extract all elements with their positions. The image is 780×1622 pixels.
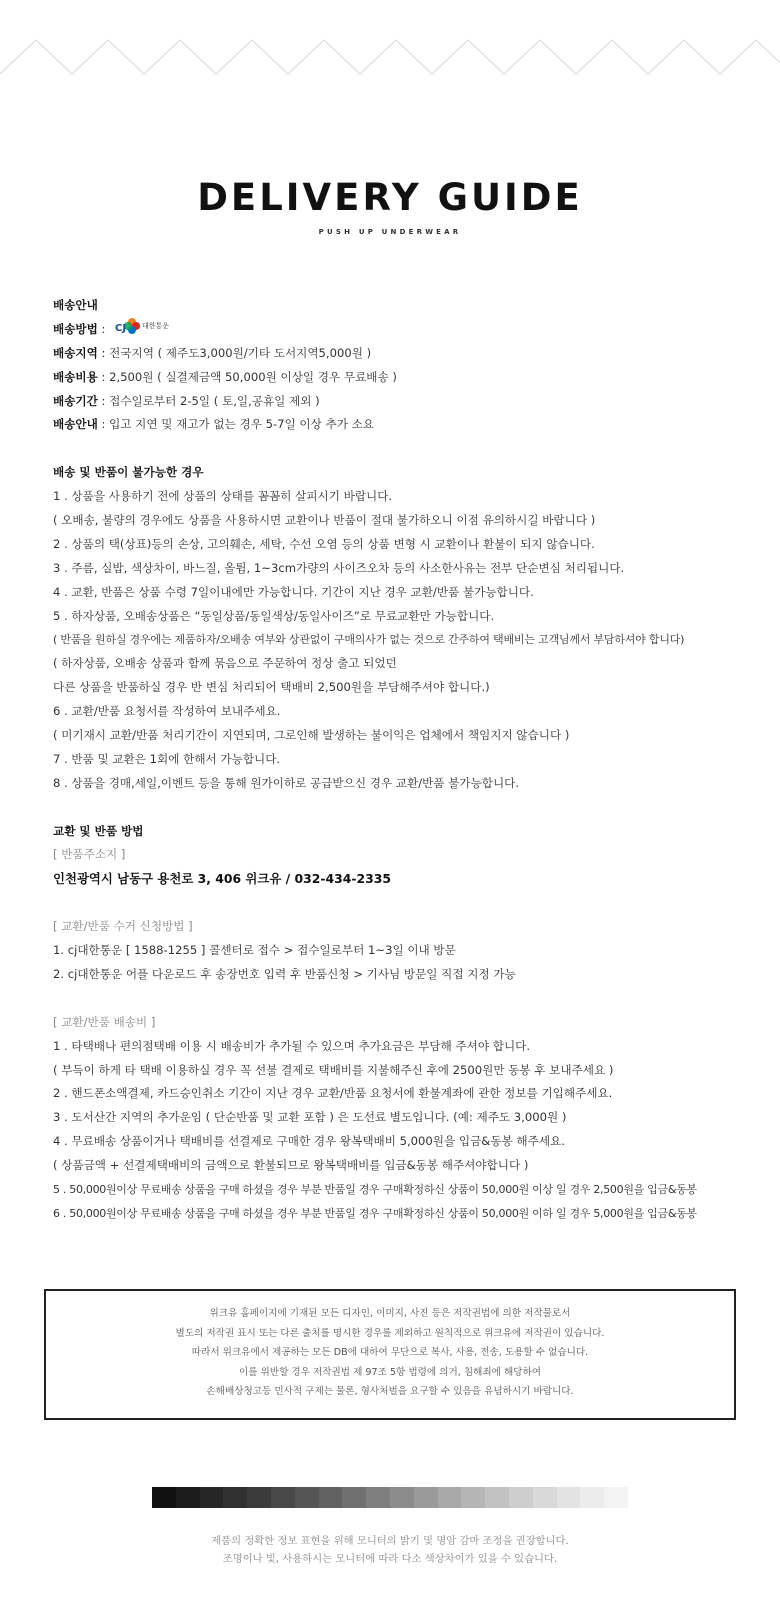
return-address: 인천광역시 남동구 용천로 3, 406 위크유 / 032-434-2335 bbox=[53, 871, 391, 887]
copyright-line: 따라서 위크유에서 제공하는 모든 DB에 대하여 무단으로 복사, 사용, 전송, 도용할 수 없습니다. bbox=[191, 1347, 589, 1358]
impossible-heading: 배송 및 반품이 불가능한 경우 bbox=[53, 465, 204, 480]
impossible-line: 8 . 상품을 경매,세일,이벤트 등을 통해 원가이하로 공급받으신 경우 교환/반품 불가능합니다. bbox=[53, 775, 520, 790]
delivery-notice bbox=[53, 413, 773, 437]
monitor-gamma-gradient bbox=[152, 1487, 628, 1508]
disclaimer-line: 제품의 정확한 정보 표현을 위해 모니터의 밝기 및 명암 감마 조정을 권장합니다. bbox=[211, 1535, 569, 1547]
impossible-line: 2 . 상품의 택(상표)등의 손상, 고의훼손, 세탁, 수선 오염 등의 상품 변형 시 교환이나 환불이 되지 않습니다. bbox=[53, 536, 595, 551]
impossible-line: 다른 상품을 반품하실 경우 반 변심 처리되어 택배비 2,500원을 부담해주셔야 합니다.) bbox=[53, 680, 490, 695]
fee-line: 2 . 핸드폰소액결제, 카드승인취소 기간이 지난 경우 교환/반품 요청서에 환불계좌에 관한 정보를 기입해주세요. bbox=[53, 1086, 613, 1101]
period-label: 배송기간 bbox=[53, 393, 98, 408]
gradient-swatch bbox=[580, 1487, 604, 1508]
pickup-line: 1. cj대한통운 [ 1588-1255 ] 콜센터로 접수 > 접수일로부터 1~3일 이내 방문 bbox=[53, 943, 456, 958]
gradient-swatch bbox=[604, 1487, 628, 1508]
gradient-swatch bbox=[319, 1487, 343, 1508]
delivery-period bbox=[53, 390, 773, 414]
gradient-swatch bbox=[485, 1487, 509, 1508]
monitor-disclaimer bbox=[0, 1533, 780, 1568]
impossible-line: ( 하자상품, 오배송 상품과 함께 묶음으로 주문하여 정상 출고 되었던 bbox=[53, 656, 397, 671]
notice-value: : 입고 지연 및 재고가 없는 경우 5-7일 이상 추가 소요 bbox=[97, 417, 374, 432]
zigzag-border bbox=[0, 38, 780, 78]
method-label: 배송방법 bbox=[53, 321, 98, 336]
impossible-line: 6 . 교환/반품 요청서를 작성하여 보내주세요. bbox=[53, 704, 281, 719]
pickup-line: 2. cj대한통운 어플 다운로드 후 송장번호 입력 후 반품신청 > 기사님 방문일 직접 지정 가능 bbox=[53, 966, 516, 981]
svg-text:······: ······ bbox=[142, 331, 148, 336]
gradient-swatch bbox=[152, 1487, 176, 1508]
impossible-line: ( 오배송, 불량의 경우에도 상품을 사용하시면 교환이나 반품이 절대 불가하오니 이점 유의하시길 바랍니다 ) bbox=[53, 513, 596, 528]
fee-line: ( 상품금액 + 선결제택배비의 금액으로 환불되므로 왕복택배비를 입금&동봉 해주셔야합니다 ) bbox=[53, 1158, 529, 1173]
fee-line: 5 . 50,000원이상 무료배송 상품을 구매 하셨을 경우 부분 반품일 경우 구매확정하신 상품이 50,000원 이상 일 경우 2,500원을 입금&동봉 bbox=[53, 1182, 697, 1196]
svg-text:CJ: CJ bbox=[115, 323, 127, 335]
fee-line: 4 . 무료배송 상품이거나 택배비를 선결제로 구매한 경우 왕복택배비 5,000원을 입금&동봉 해주세요. bbox=[53, 1134, 565, 1149]
cost-value: : 2,500원 ( 실결제금액 50,000원 이상일 경우 무료배송 ) bbox=[97, 369, 397, 384]
svg-text:대한통운: 대한통운 bbox=[142, 322, 170, 331]
delivery-guide-content bbox=[53, 294, 773, 1226]
gradient-swatch bbox=[200, 1487, 224, 1508]
copyright-line: 별도의 저작권 표시 또는 다른 출처를 명시한 경우를 제외하고 원칙적으로 위크유에 저작권이 있습니다. bbox=[175, 1327, 605, 1339]
fee-line: 1 . 타택배나 편의점택배 이용 시 배송비가 추가될 수 있으며 추가요금은 부담해 주셔야 합니다. bbox=[53, 1038, 531, 1053]
impossible-line: 4 . 교환, 반품은 상품 수령 7일이내에만 가능합니다. 기간이 지난 경우 교환/반품 불가능합니다. bbox=[53, 584, 534, 599]
gradient-swatch bbox=[223, 1487, 247, 1508]
impossible-line: ( 반품을 원하실 경우에는 제품하자/오배송 여부와 상관없이 구매의사가 없는 것으로 간주하여 택배비는 고객님께서 부담하셔야 합니다) bbox=[53, 633, 685, 647]
gradient-swatch bbox=[533, 1487, 557, 1508]
disclaimer-line: 조명이나 빛, 사용하시는 모니터에 따라 다소 색상차이가 있을 수 있습니다. bbox=[222, 1552, 558, 1565]
return-fee-label: [ 교환/반품 배송비 ] bbox=[53, 1014, 156, 1029]
notice-label: 배송안내 bbox=[53, 417, 98, 432]
delivery-region bbox=[53, 342, 773, 366]
fee-line: 6 . 50,000원이상 무료배송 상품을 구매 하셨을 경우 부분 반품일 경우 구매확정하신 상품이 50,000원 이하 일 경우 5,000원을 입금&동봉 bbox=[53, 1206, 697, 1220]
cost-label: 배송비용 bbox=[53, 369, 98, 384]
fee-line: 3 . 도서산간 지역의 추가운임 ( 단순반품 및 교환 포함 ) 은 도선료 별도입니다. (예: 제주도 3,000원 ) bbox=[53, 1110, 567, 1125]
return-address-label: [ 반품주소지 ] bbox=[53, 847, 126, 862]
gradient-swatch bbox=[509, 1487, 533, 1508]
region-label: 배송지역 bbox=[53, 345, 98, 360]
gradient-swatch bbox=[390, 1487, 414, 1508]
gradient-swatch bbox=[295, 1487, 319, 1508]
impossible-line: 3 . 주름, 실밥, 색상차이, 바느질, 올튐, 1~3cm가량의 사이즈오차 등의 사소한사유는 전부 단순변심 처리됩니다. bbox=[53, 560, 625, 575]
copyright-notice-box bbox=[44, 1289, 736, 1420]
gradient-swatch bbox=[414, 1487, 438, 1508]
gradient-swatch bbox=[461, 1487, 485, 1508]
copyright-line: 위크유 홈페이지에 기재된 모든 디자인, 이미지, 사진 등은 저작권법에 의한 저작물로서 bbox=[209, 1308, 571, 1319]
delivery-cost bbox=[53, 366, 773, 390]
gradient-swatch bbox=[366, 1487, 390, 1508]
region-value: : 전국지역 ( 제주도3,000원/기타 도서지역5,000원 ) bbox=[97, 345, 372, 360]
impossible-line: 1 . 상품을 사용하기 전에 상품의 상태를 꼼꼼히 살피시기 바랍니다. bbox=[53, 489, 393, 504]
impossible-line: 7 . 반품 및 교환은 1회에 한해서 가능합니다. bbox=[53, 751, 281, 766]
fee-line: ( 부득이 하게 타 택배 이용하실 경우 꼭 선불 결제로 택배비를 지불해주신 후에 2500원만 동봉 후 보내주세요 ) bbox=[53, 1062, 614, 1077]
copyright-line: 이를 위반할 경우 저작권법 제 97조 5항 법령에 의거, 침해죄에 해당하여 bbox=[238, 1366, 542, 1378]
delivery-method bbox=[53, 318, 773, 342]
gradient-swatch bbox=[438, 1487, 462, 1508]
gradient-swatch bbox=[342, 1487, 366, 1508]
gradient-swatch bbox=[271, 1487, 295, 1508]
method-value: : bbox=[97, 321, 110, 336]
pickup-method-label: [ 교환/반품 수거 신청방법 ] bbox=[53, 919, 193, 934]
exchange-heading: 교환 및 반품 방법 bbox=[53, 823, 144, 838]
cj-logistics-logo bbox=[115, 316, 177, 338]
delivery-heading: 배송안내 bbox=[53, 298, 98, 312]
period-value: : 접수일로부터 2-5일 ( 토,일,공휴일 제외 ) bbox=[97, 393, 320, 408]
gradient-swatch bbox=[247, 1487, 271, 1508]
page-title: DELIVERY GUIDE bbox=[197, 176, 583, 219]
impossible-line: ( 미기재시 교환/반품 처리기간이 지연되며, 그로인해 발생하는 불이익은 업체에서 책임지지 않습니다 ) bbox=[53, 728, 570, 743]
page-subtitle: PUSH UP UNDERWEAR bbox=[318, 228, 462, 236]
impossible-line: 5 . 하자상품, 오배송상품은 “동일상품/동일색상/동일사이즈”로 무료교환만 가능합니다. bbox=[53, 608, 495, 623]
gradient-swatch bbox=[176, 1487, 200, 1508]
copyright-line: 손해배상청고등 민사적 구제는 물론, 형사처벌을 요구할 수 있음을 유념하시기 바랍니다. bbox=[206, 1386, 574, 1397]
gradient-swatch bbox=[557, 1487, 581, 1508]
